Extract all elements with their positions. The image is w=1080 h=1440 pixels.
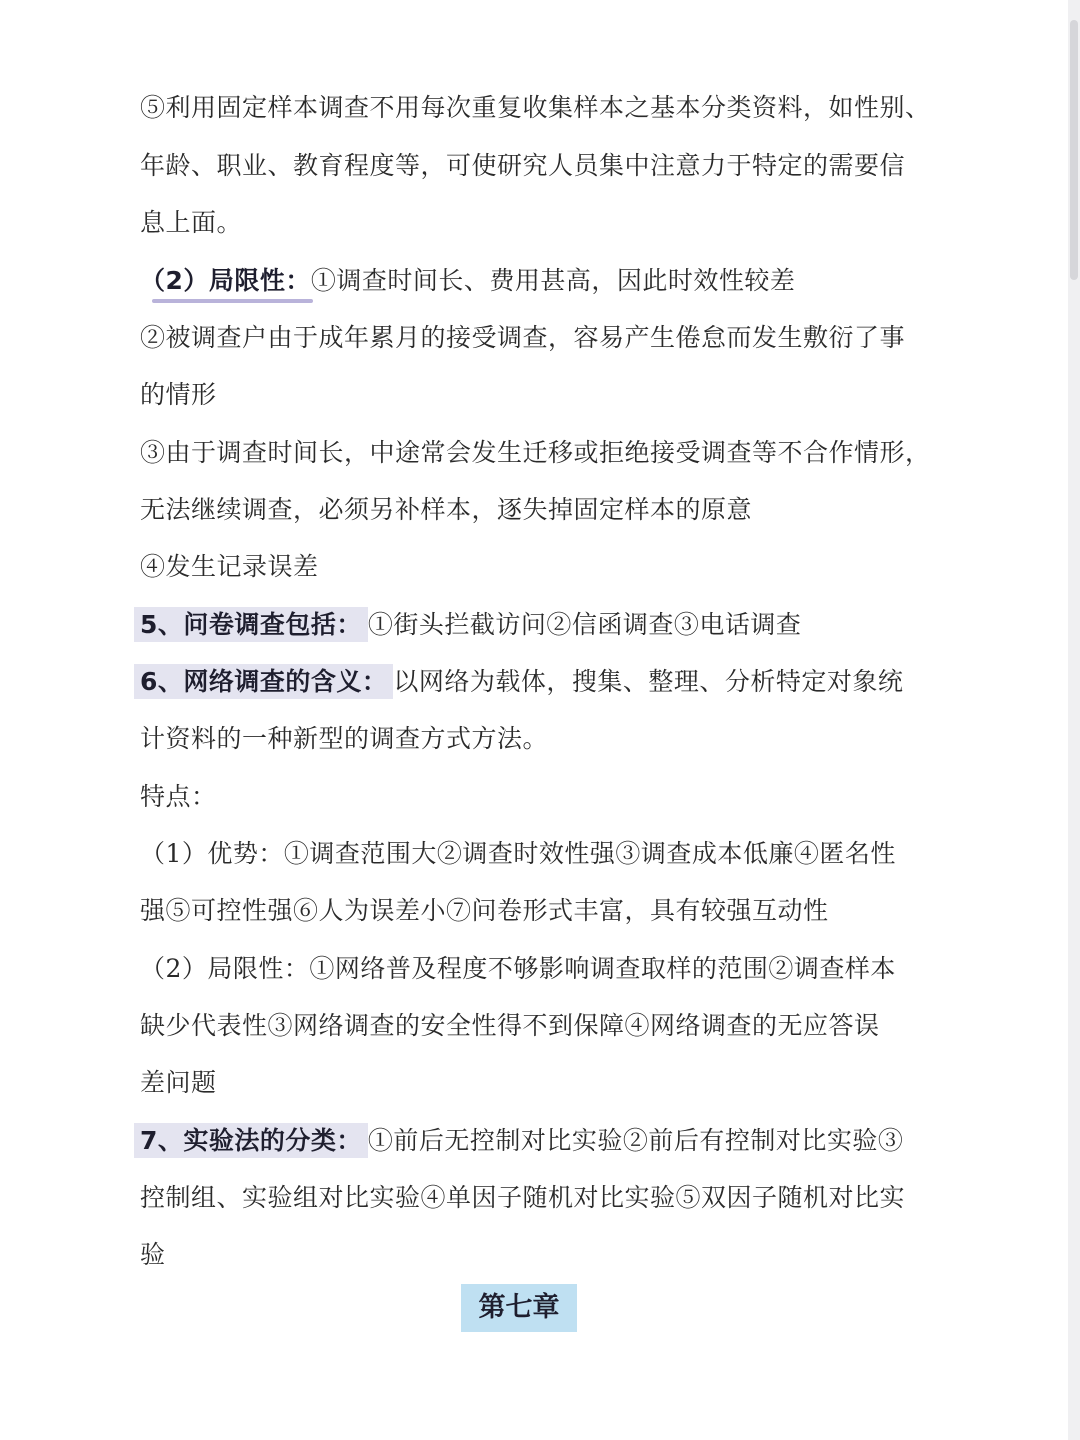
text-line: 特点： xyxy=(140,782,217,811)
scrollbar[interactable] xyxy=(1068,0,1080,1440)
text-line: 无法继续调查，必须另补样本，逐失掉固定样本的原意 xyxy=(140,495,753,524)
heading-underline xyxy=(152,299,313,303)
section-7-text: ①前后无控制对比实验②前后有控制对比实验③ xyxy=(367,1126,904,1155)
text-line: ⑤利用固定样本调查不用每次重复收集样本之基本分类资料，如性别、 xyxy=(140,93,931,122)
text-line: （1）优势：①调查范围大②调查时效性强③调查成本低廉④匿名性 xyxy=(140,839,896,868)
section-5-text: ①街头拦截访问②信函调查③电话调查 xyxy=(367,610,802,639)
section-7-paragraph xyxy=(140,1121,930,1161)
section-6-text: 以网络为载体，搜集、整理、分析特定对象统 xyxy=(393,667,904,696)
text-line: 缺少代表性③网络调查的安全性得不到保障④网络调查的无应答误 xyxy=(140,1011,880,1040)
text-line: （2）局限性：①网络普及程度不够影响调查取样的范围②调查样本 xyxy=(140,954,896,983)
limitation-paragraph xyxy=(140,261,930,301)
text-line: 息上面。 xyxy=(140,208,243,237)
text-line: 差问题 xyxy=(140,1068,217,1097)
section-5-paragraph xyxy=(140,605,930,645)
limitation-text: ①调查时间长、费用甚高，因此时效性较差 xyxy=(310,266,796,295)
section-5-heading: 5、问卷调查包括： xyxy=(134,607,368,642)
text-line: 控制组、实验组对比实验④单因子随机对比实验⑤双因子随机对比实 xyxy=(140,1183,906,1212)
text-line: ③由于调查时间长，中途常会发生迁移或拒绝接受调查等不合作情形， xyxy=(140,438,931,467)
section-7-heading: 7、实验法的分类： xyxy=(134,1123,368,1158)
text-line: 验 xyxy=(140,1240,166,1269)
limitation-heading: （2）局限性： xyxy=(140,261,311,301)
text-line: 的情形 xyxy=(140,380,217,409)
text-line: 计资料的一种新型的调查方式方法。 xyxy=(140,724,549,753)
text-line: 强⑤可控性强⑥人为误差小⑦问卷形式丰富，具有较强互动性 xyxy=(140,896,829,925)
section-6-paragraph xyxy=(140,662,930,702)
text-line: ②被调查户由于成年累月的接受调查，容易产生倦怠而发生敷衍了事 xyxy=(140,323,906,352)
chapter-title: 第七章 xyxy=(461,1284,577,1332)
text-line: ④发生记录误差 xyxy=(140,552,319,581)
scrollbar-thumb[interactable] xyxy=(1070,20,1078,280)
section-6-heading: 6、网络调查的含义： xyxy=(134,664,393,699)
text-line: 年龄、职业、教育程度等，可使研究人员集中注意力于特定的需要信 xyxy=(140,151,906,180)
